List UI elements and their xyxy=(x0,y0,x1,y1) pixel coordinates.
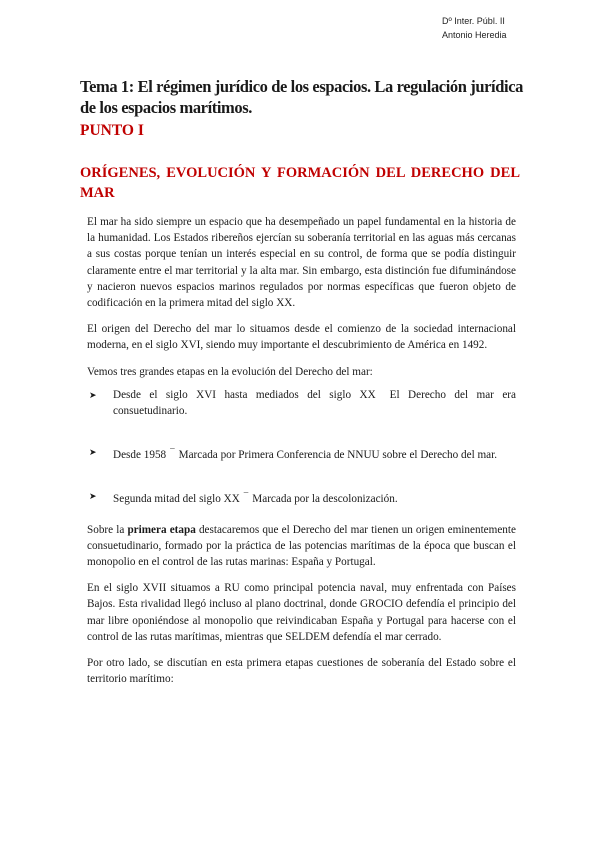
paragraph-5: En el siglo XVII situamos a RU como principal potencia naval, muy enfrentada con Países Bajos. Esta rivalidad llegó incluso al plano doctrinal, donde GROCIO defendía el principio del mar libre oponiéndose al monopolio que reivindicaban España y Portugal para hacerse con el control de las rutas marítimas, mientras que SELDEM defendía el mar cerrado. xyxy=(87,582,516,643)
paragraph-1: El mar ha sido siempre un espacio que ha desempeñado un papel fundamental en la historia de la humanidad. Los Estados ribereños ejercían su soberanía territorial en las aguas más cercanas a sus costas porque tenían un interés especial en su control, de forma que se podía distinguir claramente entre el mar territorial y la alta mar. Sin embargo, esta distinción fue difuminándose y nacieron nuevos espacios marinos regulados por normas específicas que fueron objeto de codificación en la primera mitad del siglo XX. xyxy=(87,216,516,310)
stages-list xyxy=(87,387,516,508)
section-heading: ORÍGENES, EVOLUCIÓN Y FORMACIÓN DEL DERECHO DEL MAR xyxy=(80,165,520,201)
paragraph-6: Por otro lado, se discutían en esta primera etapas cuestiones de soberanía del Estado sobre el territorio marítimo: xyxy=(87,657,516,686)
punto-heading: PUNTO I xyxy=(80,122,144,139)
paragraph-2: El origen del Derecho del mar lo situamos desde el comienzo de la sociedad internacional moderna, en el siglo XVI, siendo muy importante el descubrimiento de América en 1492. xyxy=(87,323,516,352)
arrow-bullet-icon: ➤ xyxy=(89,389,97,400)
stage-3-description: Marcada por la descolonización. xyxy=(252,493,398,506)
list-item xyxy=(87,488,516,507)
list-item xyxy=(87,444,516,463)
header-course: Dº Inter. Públ. II xyxy=(442,16,505,26)
dash-glyph: ¯ xyxy=(170,447,175,458)
document-body xyxy=(87,214,516,697)
stage-1-description: El Derecho del mar era consuetudinario. xyxy=(113,388,516,418)
paragraph-3: Vemos tres grandes etapas en la evolución del Derecho del mar: xyxy=(87,365,373,378)
stage-2-description: Marcada por Primera Conferencia de NNUU sobre el Derecho del mar. xyxy=(178,449,498,462)
document-title: Tema 1: El régimen jurídico de los espacios. La regulación jurídica de los espacios marítimos. xyxy=(80,77,523,117)
stage-1-period: Desde el siglo XVI hasta mediados del siglo XX xyxy=(113,388,376,401)
paragraph-4-emphasis: primera etapa xyxy=(127,523,196,536)
arrow-bullet-icon: ➤ xyxy=(89,491,97,502)
stage-3-period: Segunda mitad del siglo XX xyxy=(113,493,240,506)
arrow-bullet-icon: ➤ xyxy=(89,447,97,458)
header-author: Antonio Heredia xyxy=(442,30,507,40)
paragraph-4 xyxy=(87,522,516,571)
page-header xyxy=(442,14,507,42)
paragraph-4-lead: Sobre la xyxy=(87,523,128,536)
stage-2-period: Desde 1958 xyxy=(113,449,167,462)
paragraph-4-rest: destacaremos que el Derecho del mar tienen un origen eminentemente consuetudinario, formado por la práctica de las potencias marítimas de la época que buscan el monopolio en el control de las rutas marinas: España y Portugal. xyxy=(87,523,516,569)
list-item xyxy=(87,387,516,419)
dash-glyph: ¯ xyxy=(243,491,249,502)
